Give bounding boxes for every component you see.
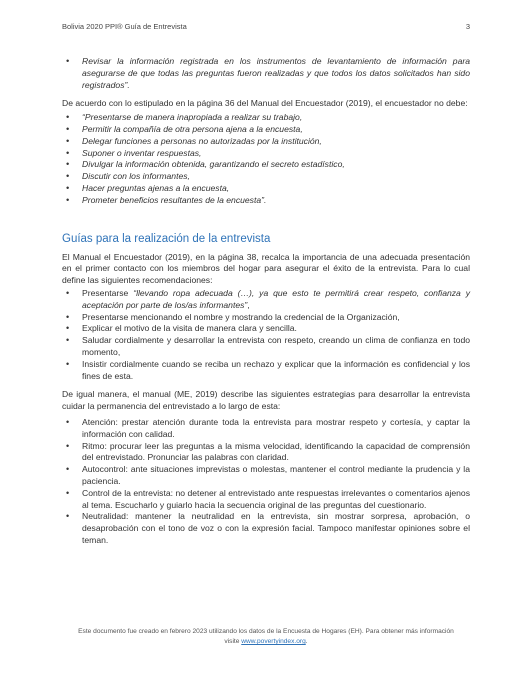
page-header [62, 22, 470, 31]
list-item: • Saludar cordialmente y desarrollar la entrevista con respeto, creando un clima de confianza en todo momento, [62, 335, 470, 359]
list-item: • Prometer beneficios resultantes de la encuesta”. [62, 195, 470, 207]
list-item: • Control de la entrevista: no detener al entrevistado ante respuestas irrelevantes o comentarios ajenos al tema. Escucharlo y guiarlo hacia la secuencia original de las preguntas del cuestionario. [62, 488, 470, 512]
list-item: • Insistir cordialmente cuando se reciba un rechazo y explicar que la información es confidencial y los fines de esta. [62, 359, 470, 383]
list-item: • Delegar funciones a personas no autorizadas por la institución, [62, 136, 470, 148]
list-item: • Discutir con los informantes, [62, 171, 470, 183]
list-item: • Atención: prestar atención durante toda la entrevista para mostrar respeto y cortesía, y captar la información con calidad. [62, 417, 470, 441]
paragraph-guias-intro: El Manual el Encuestador (2019), en la página 38, recalca la importancia de una adecuada presentación en el primer contacto con los miembros del hogar para asegurar el éxito de la entrevista. Para lo cual define las siguientes recomendaciones: [62, 251, 470, 286]
list-item: • Neutralidad: mantener la neutralidad en la entrevista, sin mostrar sorpresa, aprobación, o desaprobación con el tono de voz o con la expresión facial. Tampoco manifestar opiniones sobre el teman. [62, 511, 470, 546]
estrategias-list [62, 417, 470, 547]
paragraph-estrategias-intro: De igual manera, el manual (ME, 2019) describe las siguientes estrategias para desarrollar la entrevista cuidar la permanencia del entrevistado a lo largo de esta: [62, 389, 470, 412]
header-title: Bolivia 2020 PPI® Guía de Entrevista [62, 22, 187, 31]
page-footer [62, 627, 470, 647]
page-number: 3 [465, 22, 470, 31]
continued-bullet-list [62, 56, 470, 91]
list-item: • Divulgar la información obtenida, garantizando el secreto estadístico, [62, 159, 470, 171]
item-prefix: Presentarse [82, 287, 134, 298]
list-item: • Revisar la información registrada en los instrumentos de levantamiento de información para asegurarse de que todas las preguntas fueron realizadas y que todos los datos solicitados han sido registrados”. [62, 56, 470, 91]
list-item: • “Presentarse de manera inapropiada a realizar su trabajo, [62, 112, 470, 124]
list-item [62, 288, 470, 312]
list-item: • Explicar el motivo de la visita de manera clara y sencilla. [62, 323, 470, 335]
list-item: • Ritmo: procurar leer las preguntas a la misma velocidad, identificando la capacidad de comprensión del entrevistado. Pronunciar las palabras con claridad. [62, 441, 470, 465]
recomendaciones-list [62, 288, 470, 382]
paragraph-no-debe-intro: De acuerdo con lo estipulado en la página 36 del Manual del Encuestador (2019), el encuestador no debe: [62, 98, 468, 109]
povertyindex-link[interactable]: www.povertyindex.org [241, 638, 306, 645]
list-item: • Suponer o inventar respuestas, [62, 148, 470, 160]
section-title: Guías para la realización de la entrevista [62, 232, 271, 245]
list-item: • Autocontrol: ante situaciones imprevistas o molestas, mantener el control mediante la prudencia y la paciencia. [62, 464, 470, 488]
footer-visit-text: visite [224, 638, 242, 645]
footer-visit-line [62, 637, 470, 647]
page-content [62, 56, 470, 547]
item-suffix: , [247, 299, 250, 310]
footer-text: Este documento fue creado en febrero 2023 utilizando los datos de la Encuesta de Hogares (EH). Para obtener más información [78, 628, 454, 635]
list-item: • Presentarse mencionando el nombre y mostrando la credencial de la Organización, [62, 312, 470, 324]
list-item: • Hacer preguntas ajenas a la encuesta, [62, 183, 470, 195]
list-item: • Permitir la compañía de otra persona ajena a la encuesta, [62, 124, 470, 136]
footer-end-text: . [305, 638, 308, 645]
quote-text: “llevando ropa adecuada (…), ya que esto te permitirá crear respeto, confianza y aceptación por parte de los/as informantes” [82, 287, 470, 310]
no-debe-list [62, 112, 470, 206]
